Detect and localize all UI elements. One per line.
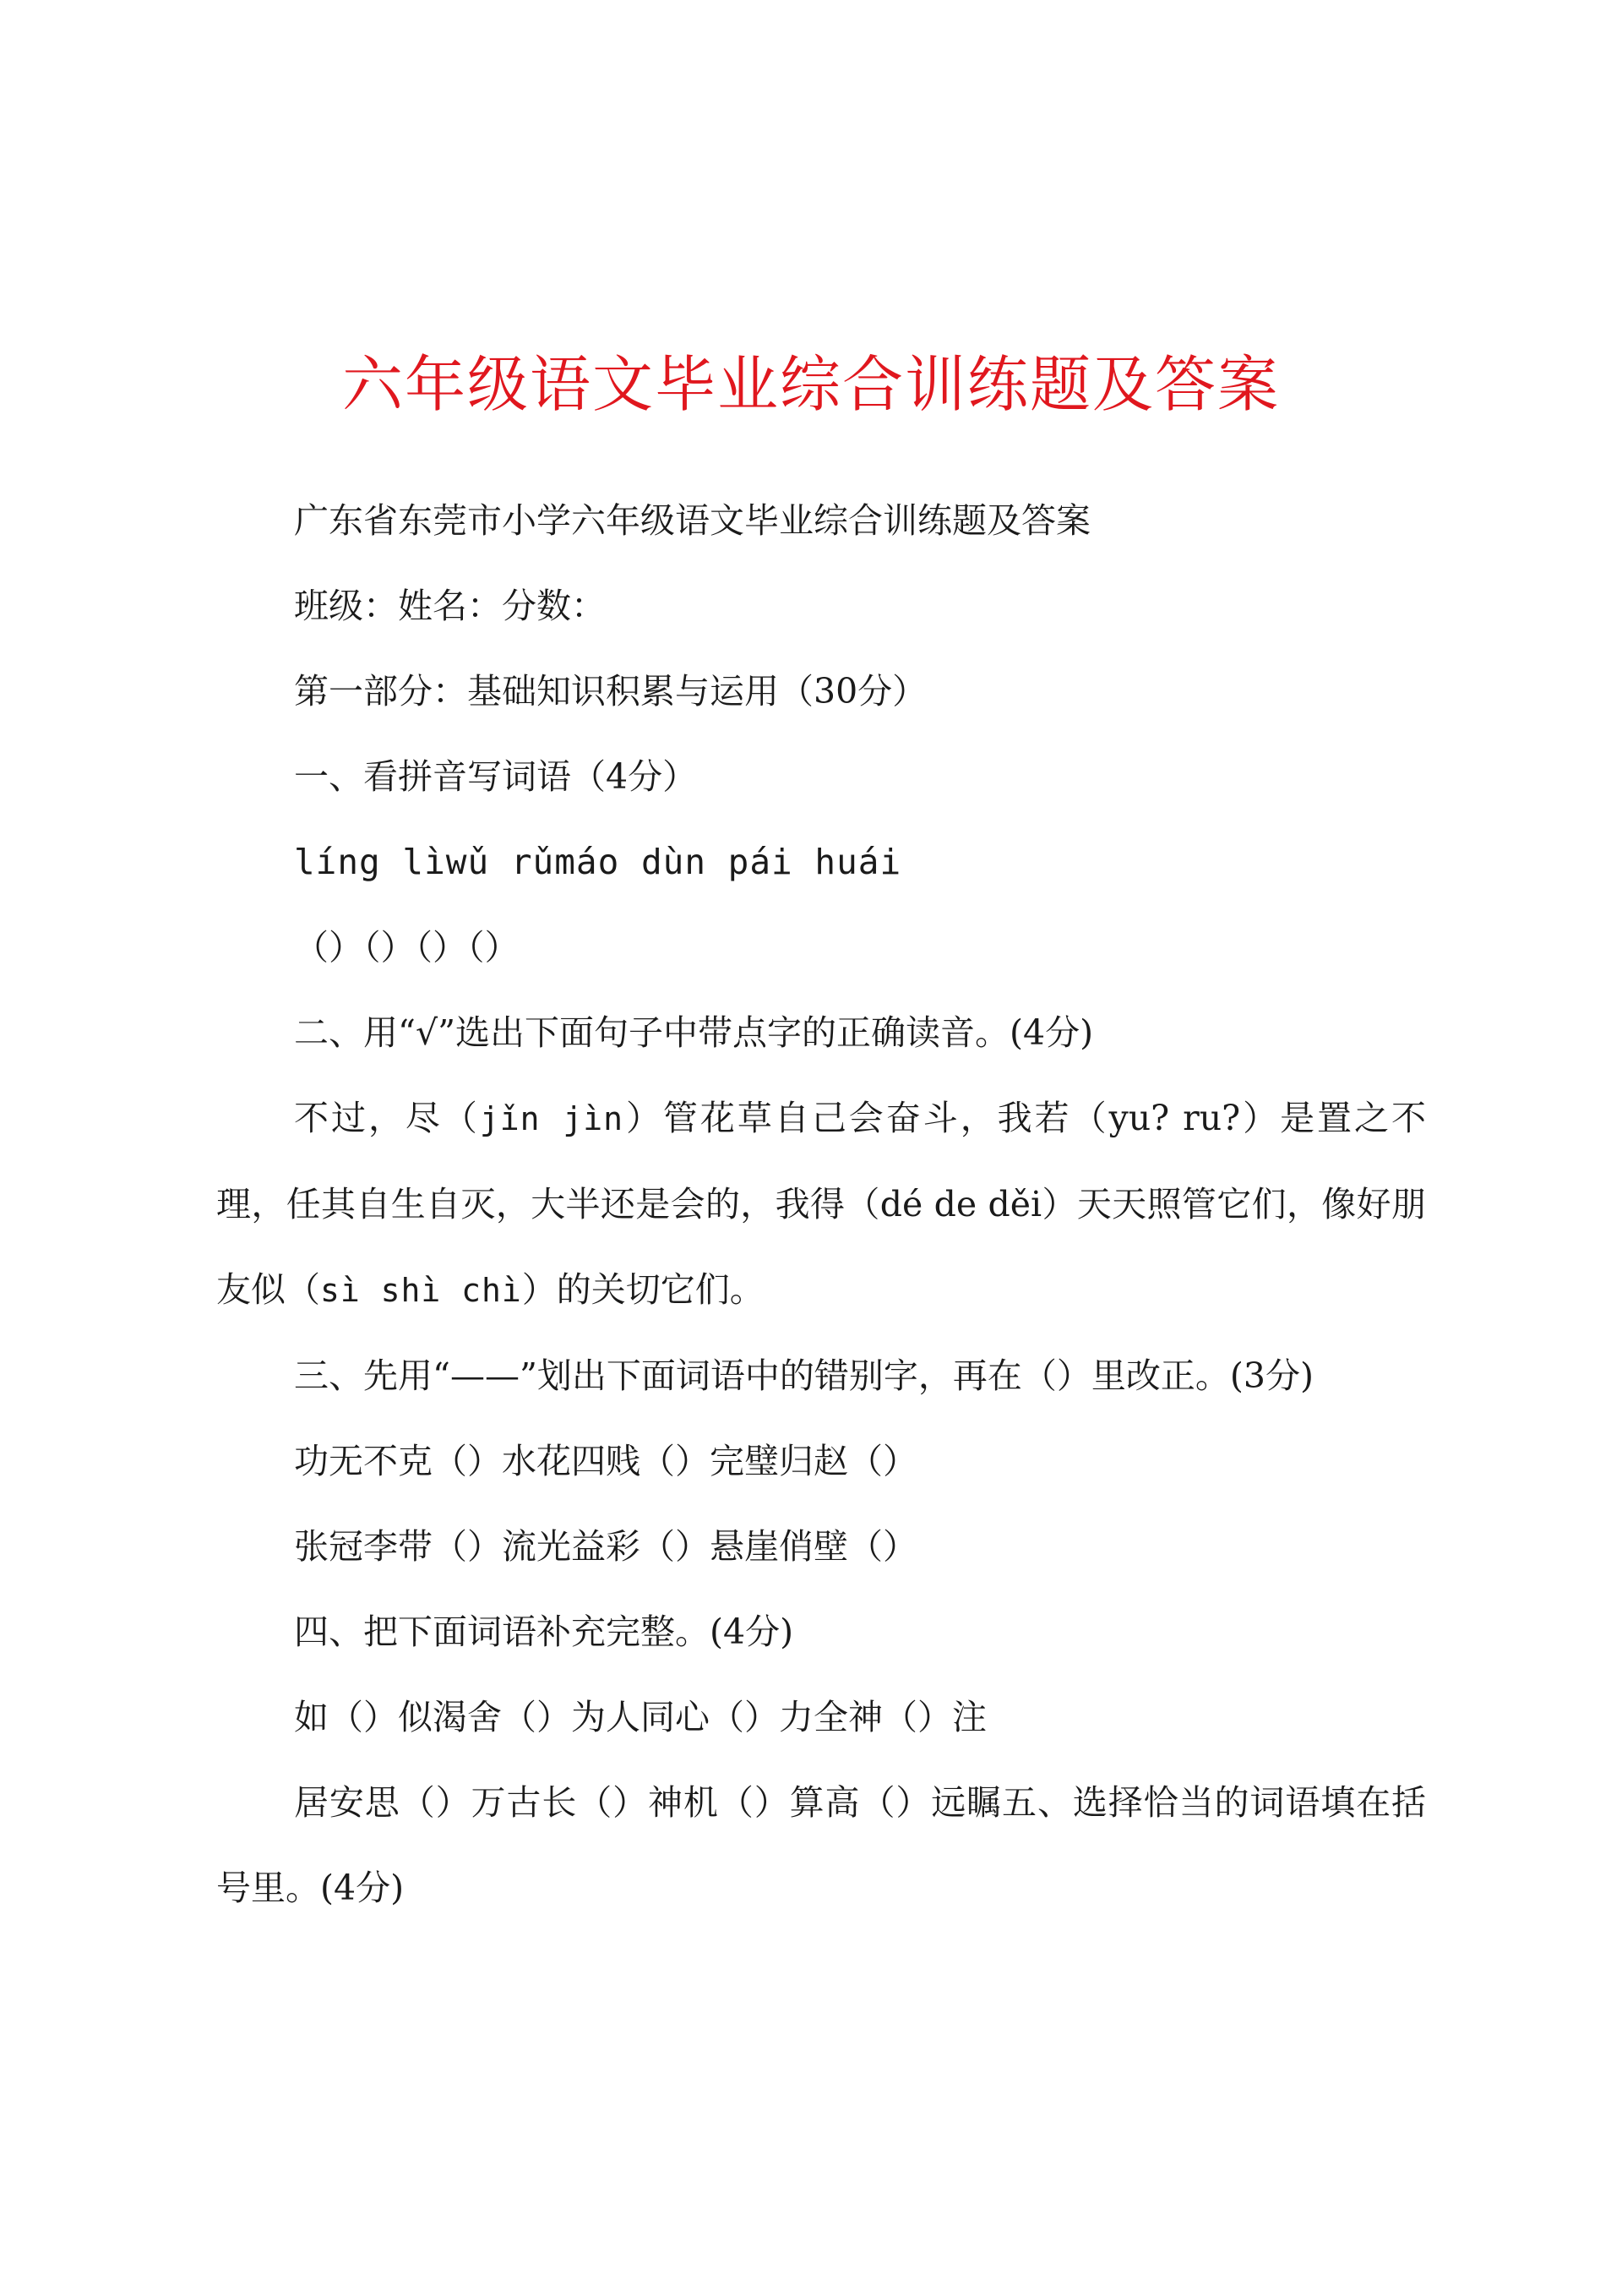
passage-pinyin-1: jǐn jìn <box>479 1100 623 1137</box>
question-2-heading: 二、用“√”选出下面句子中带点字的正确读音。(4分) <box>294 1012 1094 1053</box>
document-title: 六年级语文毕业综合训练题及答案 <box>341 349 1280 420</box>
passage-text-1: 不过，尽（ <box>294 1098 480 1138</box>
passage-text-3: ）是置之不理，任其自生自灭，大半还是会的，我得（dé de děi）天天照管它们，像好朋友似（ <box>216 1098 1426 1310</box>
question-3-heading: 三、先用“——”划出下面词语中的错别字，再在（）里改正。(3分) <box>294 1355 1314 1396</box>
question-4-row-1: 如（）似渴舍（）为人同心（）力全神（）注 <box>294 1697 987 1737</box>
student-info-line: 班级：姓名：分数： <box>294 586 606 626</box>
passage-text-2: ）管花草自己会奋斗，我若（ <box>623 1098 1109 1138</box>
part-one-heading: 第一部分：基础知识积累与运用（30分） <box>294 671 928 712</box>
passage-pinyin-3: sì shì chì <box>320 1272 522 1309</box>
passage-text-4: ）的关切它们。 <box>521 1269 765 1310</box>
question-1-blanks: （）（）（）（） <box>294 927 520 968</box>
question-1-pinyin: líng lìwǔ rǔmáo dùn pái huái <box>294 842 902 882</box>
document-body <box>216 478 1426 1931</box>
passage-pinyin-2: yu? ru? <box>1108 1098 1241 1138</box>
question-3-row-1: 功无不克（）水花四贱（）完璧归赵（） <box>294 1441 917 1481</box>
question-3-row-2: 张冠李带（）流光益彩（）悬崖俏壁（） <box>294 1526 917 1567</box>
question-1-heading: 一、看拼音写词语（4分） <box>294 756 698 797</box>
question-2-passage <box>216 1076 1426 1333</box>
document-subtitle: 广东省东莞市小学六年级语文毕业综合训练题及答案 <box>294 500 1091 541</box>
question-4-heading: 四、把下面词语补充完整。(4分) <box>294 1612 794 1652</box>
question-4-row-2: 居安思（）万古长（）神机（）算高（）远瞩五、选择恰当的词语填在括号里。(4分) <box>216 1782 1426 1908</box>
